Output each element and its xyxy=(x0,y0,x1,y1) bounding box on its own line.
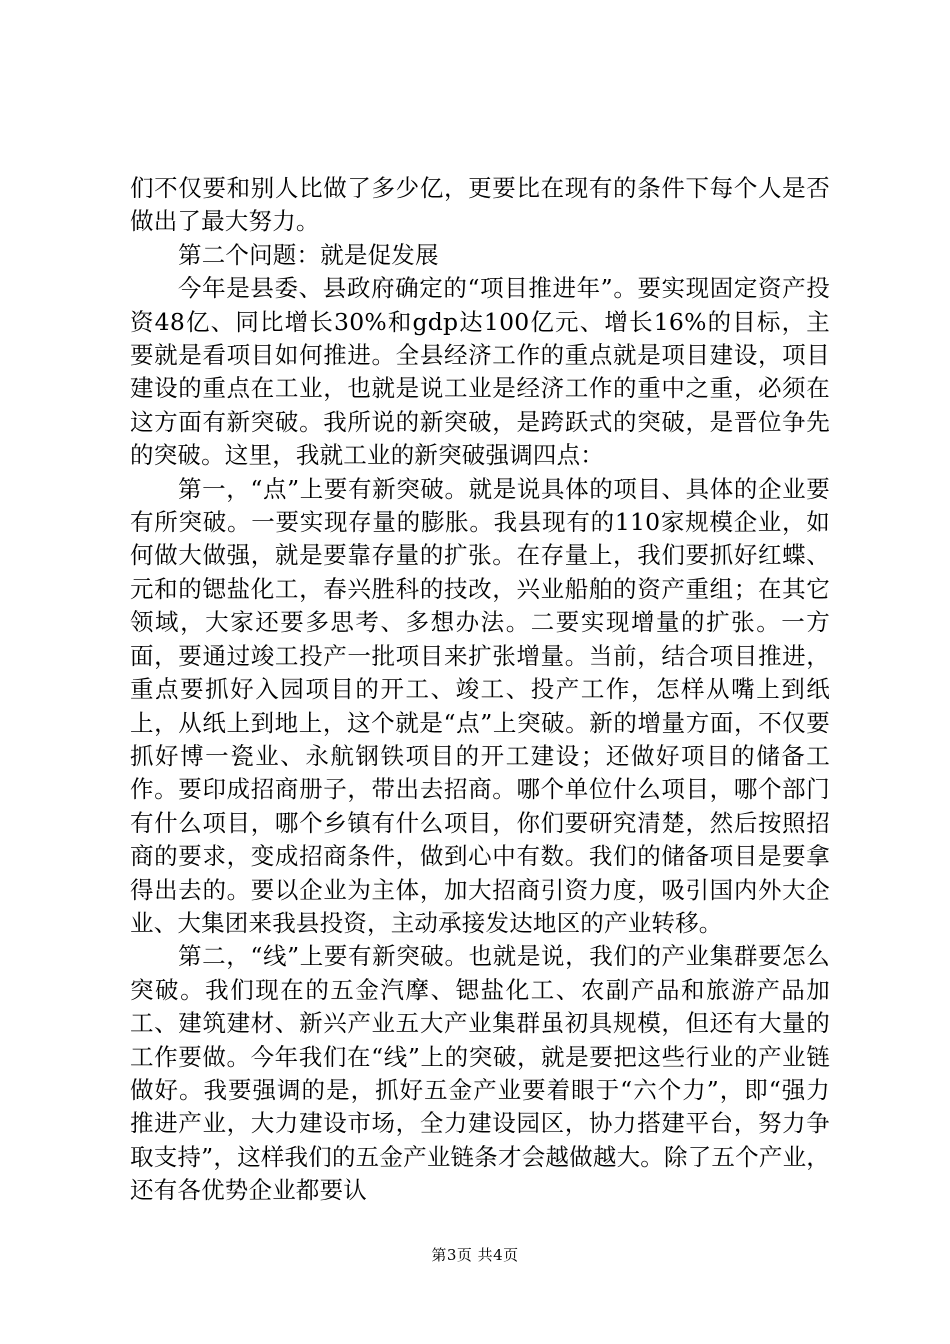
page-footer: 第3页 共4页 xyxy=(431,1246,519,1264)
paragraph-continuation: 们不仅要和别人比做了多少亿，更要比在现有的条件下每个人是否做出了最大努力。 xyxy=(130,174,830,236)
section-heading: 第二个问题：就是促发展 xyxy=(178,240,439,269)
paragraph-project-year: 今年是县委、县政府确定的“项目推进年”。要实现固定资产投资48亿、同比增长30%和gdp达100亿元、增长16%的目标，主要就是看项目如何推进。全县经济工作的重点就是项目建设，项目建设的重点在工业，也就是说工业是经济工作的重中之重，必须在这方面有新突破。我所说的新突破，是跨跃式的突破，是晋位争先的突破。这里，我就工业的新突破强调四点： xyxy=(130,274,830,470)
document-body xyxy=(130,172,830,1208)
paragraph-point-breakthrough: 第一，“点”上要有新突破。就是说具体的项目、具体的企业要有所突破。一要实现存量的膨胀。我县现有的110家规模企业，如何做大做强，就是要靠存量的扩张。在存量上，我们要抓好红蝶、元和的锶盐化工，春兴胜科的技改，兴业船舶的资产重组；在其它领域，大家还要多思考、多想办法。二要实现增量的扩张。一方面，要通过竣工投产一批项目来扩张增量。当前，结合项目推进，重点要抓好入园项目的开工、竣工、投产工作，怎样从嘴上到纸上，从纸上到地上，这个就是“点”上突破。新的增量方面，不仅要抓好博一瓷业、永航钢铁项目的开工建设；还做好项目的储备工作。要印成招商册子，带出去招商。哪个单位什么项目，哪个部门有什么项目，哪个乡镇有什么项目，你们要研究清楚，然后按照招商的要求，变成招商条件，做到心中有数。我们的储备项目是要拿得出去的。要以企业为主体，加大招商引资力度，吸引国内外大企业、大集团来我县投资，主动承接发达地区的产业转移。 xyxy=(130,474,830,937)
paragraph-line-breakthrough: 第二，“线”上要有新突破。也就是说，我们的产业集群要怎么突破。我们现在的五金汽摩、锶盐化工、农副产品和旅游产品加工、建筑建材、新兴产业五大产业集群虽初具规模，但还有大量的工作要做。今年我们在“线”上的突破，就是要把这些行业的产业链做好。我要强调的是，抓好五金产业要着眼于“六个力”，即“强力推进产业，大力建设市场，全力建设园区，协力搭建平台，努力争取支持”，这样我们的五金产业链条才会越做越大。除了五个产业，还有各优势企业都要认 xyxy=(130,942,830,1205)
